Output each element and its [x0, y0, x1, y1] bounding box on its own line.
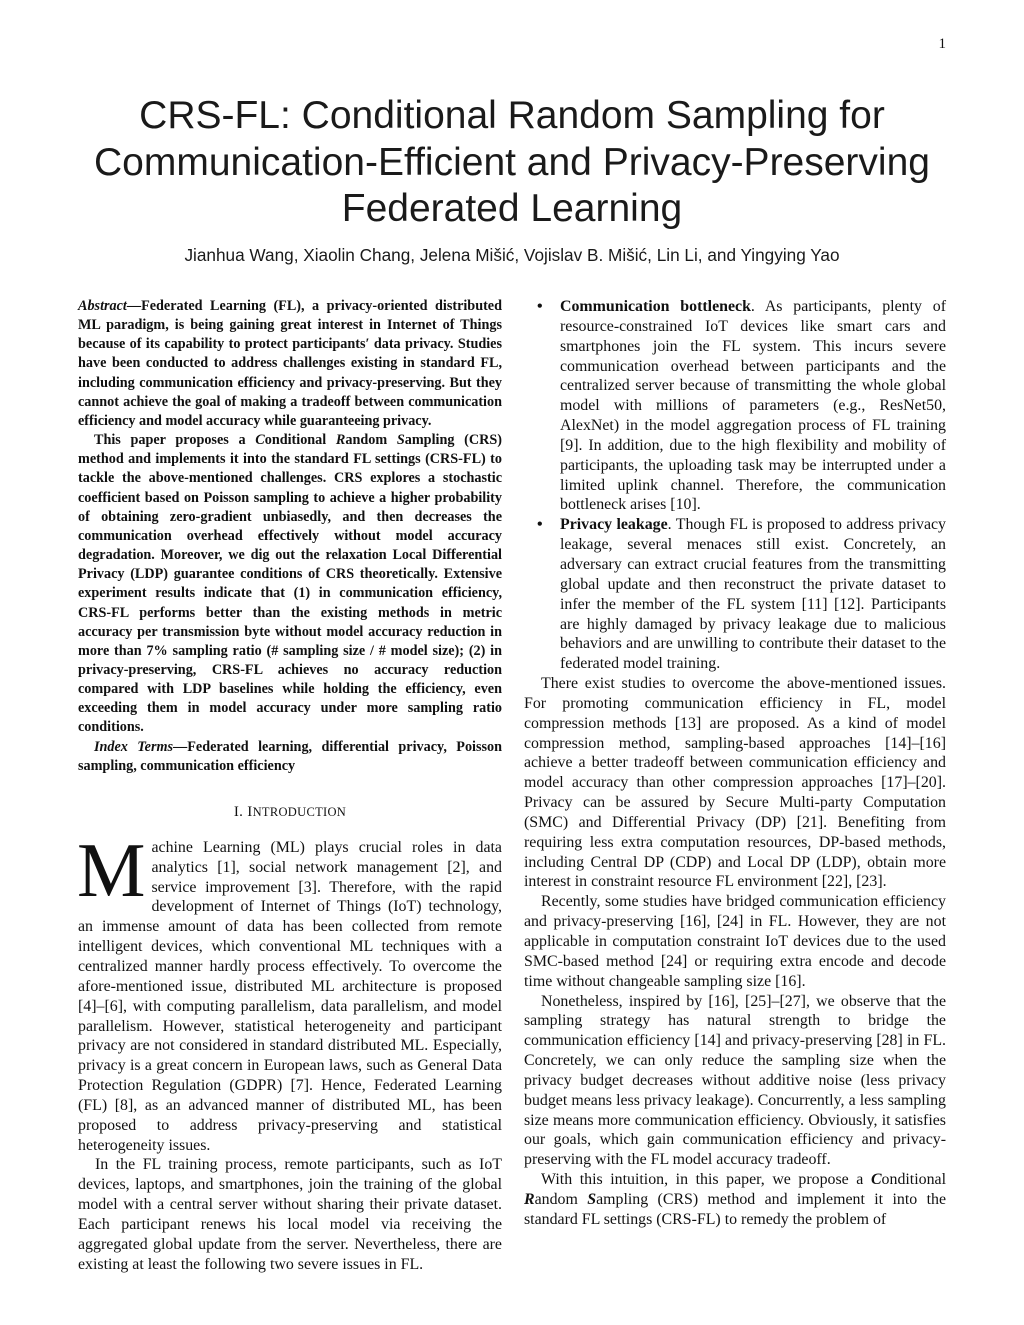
paper-title: CRS-FL: Conditional Random Sampling for Communication-Efficient and Privacy-Preserving Federated Learning	[94, 94, 930, 230]
abstract-paragraph-1	[78, 297, 502, 431]
abstract-text-2a: This paper proposes a	[94, 432, 256, 449]
page-number: 1	[938, 36, 946, 52]
index-terms	[78, 738, 502, 776]
section-title-first-letter: I	[247, 803, 253, 820]
author-list: Jianhua Wang, Xiaolin Chang, Jelena Mišić, Vojislav B. Mišić, Lin Li, and Yingying Yao	[184, 245, 840, 265]
index-terms-label: Index Terms	[94, 738, 174, 755]
section-heading-introduction	[78, 804, 502, 821]
list-item	[524, 515, 946, 674]
drop-cap: M	[77, 826, 146, 913]
introduction-body	[77, 826, 502, 1275]
text-run: onditional	[881, 1171, 946, 1189]
abstract-label: Abstract	[78, 298, 127, 314]
list-item-text: . As participants, plenty of resource-constrained IoT devices like smart cars and smartphones join the FL system. This incurs severe communication overhead between participants and the centralized server because of transmitting the whole global model with millions of parameters (e.g., ResNet50, AlexNet) in the model aggregation process of FL training [9]. In addition, due to the high flexibility and mobility of participants, the uploading task may be interrupted under a limited uplink channel. Therefore, the communication bottleneck arises [10].	[560, 298, 946, 514]
issue-list	[524, 297, 946, 674]
list-item	[524, 297, 946, 515]
crs-letter-r: R	[524, 1190, 535, 1208]
list-item-label: Privacy leakage	[560, 516, 668, 534]
body-paragraph: Recently, some studies have bridged communication efficiency and privacy-preserving [16], [24] in FL. However, they are not applicable in computation constraint IoT devices due to the used SMC-based method [24] or requiring extra encode and decode time without changeable sampling size [16].	[524, 893, 946, 990]
abstract	[78, 297, 502, 776]
list-item-label: Communication bottleneck	[560, 298, 751, 315]
body-paragraph: There exist studies to overcome the above-mentioned issues. For promoting communication efficiency in FL, model compression methods [13] are proposed. As a kind of model compression method, sampling-based approaches [14]–[16] achieve a better tradeoff between communication efficiency and model accuracy than other compression approaches [17]–[20]. Privacy can be assured by Secure Multi-party Computation (SMC) and Differential Privacy (DP) [21]. Benefiting from requiring less extra computation resources, DP-based methods, including Central DP (CDP) and Local DP (LDP), obtain more interest in constraint resource FL environment [22], [23].	[524, 675, 946, 891]
right-column	[524, 297, 946, 1230]
abstract-text-2d: andom	[345, 432, 397, 449]
abstract-dash: —	[126, 298, 142, 314]
crs-letter-c: C	[255, 432, 265, 449]
text-run: ampling (CRS) method and implement it into the standard FL settings (CRS-FL) to remedy the problem of	[524, 1190, 946, 1228]
intro-text-1: achine Learning (ML) plays crucial roles in data analytics [1], social network management [2], and service improvement [3]. Therefore, with the rapid development of Internet of Things (IoT) technology, an immense amount of data has been collected from remote intelligent devices, which conventional ML techniques with a centralized manner hardly process effectively. To overcome the afore-mentioned issue, distributed ML architecture is proposed [4]–[6], with computing parallelism, data parallelism, and model parallelism. However, statistical heterogeneity and participant privacy are not considered in standard distributed ML. Especially, privacy is a great concern in European laws, such as General Data Protection Regulation (GDPR) [7]. Hence, Federated Learning (FL) [8], as an advanced manner of distributed ML, has been proposed to address privacy-preserving and statistical heterogeneity issues.	[78, 838, 502, 1154]
abstract-text-2b: onditional	[264, 432, 336, 449]
text-run: With this intuition, in this paper, we propose a	[541, 1171, 871, 1189]
left-column	[78, 297, 502, 1274]
intro-paragraph-2: In the FL training process, remote participants, such as IoT devices, laptops, and smartphones, join the training of the global model with a central server without sharing their private dataset. Each participant renews his local model via receiving the aggregated global update from the server. Nevertheless, there are existing at least the following two severe issues in FL.	[78, 1156, 502, 1273]
abstract-text-1: Federated Learning (FL), a privacy-oriented distributed ML paradigm, is being gaining great interest in Internet of Things because of its capability to protect participants′ data privacy. Studies have been conducted to address challenges existing in standard FL, including communication efficiency and privacy-preserving. But they cannot achieve the goal of making a tradeoff between communication efficiency and model accuracy while guaranteeing privacy.	[78, 298, 502, 429]
section-title-rest: NTRODUCTION	[252, 804, 347, 819]
crs-letter-s: S	[396, 432, 405, 449]
crs-letter-c: C	[870, 1171, 882, 1189]
list-item-text: . Though FL is proposed to address privacy leakage, several menaces still exist. Concretely, an adversary can extract crucial features from the transmitting global update and then reconstruct the private dataset to infer the member of the FL system [11] [12]. Participants are highly damaged by privacy leakage due to malicious behaviors and are unwilling to contribute their dataset to the federated model training.	[560, 516, 946, 673]
abstract-paragraph-2	[78, 431, 502, 738]
abstract-text-2e: ampling (CRS) method and implements it into the standard FL settings (CRS-FL) to tackle the above-mentioned challenges. CRS explores a stochastic coefficient based on Poisson sampling to achieve a higher probability of obtaining zero-gradient unbiasedly, and then decreases the communication overhead effectively without model accuracy degradation. Moreover, we dig out the relaxation Local Differential Privacy (LDP) guarantee conditions of CRS theoretically. Extensive experiment results indicate that (1) in communication efficiency, CRS-FL performs better than the existing methods in metric accuracy per transmission byte without model accuracy reduction in more than 7% sampling ratio (# sampling size / # model size); (2) in privacy-preserving, CRS-FL achieves no accuracy reduction compared with LDP baselines while holding the efficiency, even exceeding them in model accuracy under more sampling ratio conditions.	[78, 432, 502, 736]
bullet-icon: •	[537, 298, 543, 315]
crs-letter-s: S	[587, 1190, 597, 1208]
text-run: andom	[534, 1190, 588, 1208]
index-terms-dash: —	[173, 738, 188, 755]
section-number: I.	[233, 803, 248, 820]
crs-letter-r: R	[335, 432, 346, 449]
bullet-icon: •	[537, 516, 543, 534]
body-paragraph: Nonetheless, inspired by [16], [25]–[27], we observe that the sampling strategy has natural strength to bridge the communication efficiency [14] and privacy-preserving [28] in FL. Concretely, we can only reduce the sampling size when the privacy budget decreases without additive noise (less privacy budget means less privacy leakage). Concurrently, a less sampling size means more communication efficiency. Obviously, it satisfies our goals, which gain communication efficiency and privacy-preserving with the FL model accuracy tradeoff.	[524, 992, 946, 1169]
index-terms-text: Federated learning, differential privacy, Poisson sampling, communication efficiency	[78, 738, 503, 774]
intro-paragraph-1	[77, 826, 502, 1156]
body-paragraph	[524, 1170, 946, 1230]
